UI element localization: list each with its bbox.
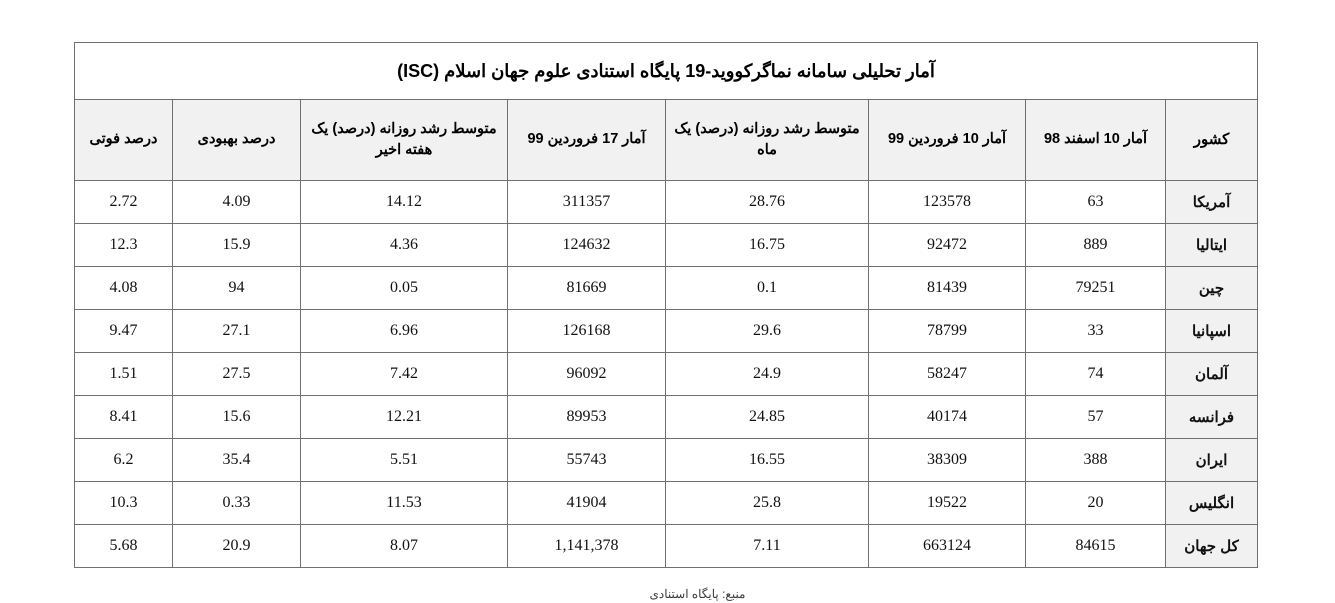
cell-stat-esfand10: 74 bbox=[1026, 353, 1166, 396]
cell-recovery-pct: 15.9 bbox=[173, 224, 301, 267]
cell-growth-week: 5.51 bbox=[301, 439, 508, 482]
table-row bbox=[74, 181, 1257, 224]
page-title: آمار تحلیلی سامانه نماگرکووید-19 پایگاه استنادی علوم جهان اسلام (ISC) bbox=[74, 43, 1257, 100]
column-header-country: کشور bbox=[1166, 100, 1258, 181]
covid-statistics-table bbox=[74, 42, 1258, 568]
column-header-stat-farvardin10: آمار 10 فروردین 99 bbox=[869, 100, 1026, 181]
cell-recovery-pct: 35.4 bbox=[173, 439, 301, 482]
footer-note bbox=[0, 587, 1335, 601]
stats-table-container bbox=[75, 42, 1258, 568]
cell-death-pct: 1.51 bbox=[74, 353, 172, 396]
cell-stat-esfand10: 84615 bbox=[1026, 525, 1166, 568]
cell-stat-esfand10: 79251 bbox=[1026, 267, 1166, 310]
cell-growth-month: 24.85 bbox=[666, 396, 869, 439]
cell-stat-farvardin17: 126168 bbox=[508, 310, 666, 353]
cell-stat-esfand10: 889 bbox=[1026, 224, 1166, 267]
cell-stat-farvardin10: 58247 bbox=[869, 353, 1026, 396]
cell-growth-month: 24.9 bbox=[666, 353, 869, 396]
footer-note-text: منبع: پایگاه استنادی bbox=[649, 587, 746, 601]
cell-death-pct: 10.3 bbox=[74, 482, 172, 525]
cell-stat-esfand10: 388 bbox=[1026, 439, 1166, 482]
table-row bbox=[74, 353, 1257, 396]
cell-country: اسپانیا bbox=[1166, 310, 1258, 353]
cell-growth-week: 8.07 bbox=[301, 525, 508, 568]
column-header-recovery-pct: درصد بهبودی bbox=[173, 100, 301, 181]
cell-stat-farvardin10: 19522 bbox=[869, 482, 1026, 525]
cell-stat-farvardin10: 78799 bbox=[869, 310, 1026, 353]
cell-recovery-pct: 94 bbox=[173, 267, 301, 310]
column-header-death-pct: درصد فوتی bbox=[74, 100, 172, 181]
cell-growth-month: 16.75 bbox=[666, 224, 869, 267]
table-row bbox=[74, 439, 1257, 482]
cell-growth-month: 16.55 bbox=[666, 439, 869, 482]
cell-stat-esfand10: 33 bbox=[1026, 310, 1166, 353]
cell-death-pct: 2.72 bbox=[74, 181, 172, 224]
table-row bbox=[74, 224, 1257, 267]
cell-growth-week: 4.36 bbox=[301, 224, 508, 267]
cell-stat-farvardin17: 311357 bbox=[508, 181, 666, 224]
cell-country: آمریکا bbox=[1166, 181, 1258, 224]
cell-stat-farvardin17: 81669 bbox=[508, 267, 666, 310]
cell-country: آلمان bbox=[1166, 353, 1258, 396]
cell-stat-farvardin17: 41904 bbox=[508, 482, 666, 525]
cell-growth-week: 7.42 bbox=[301, 353, 508, 396]
table-title-row bbox=[74, 43, 1257, 100]
table-row bbox=[74, 267, 1257, 310]
table-body bbox=[74, 181, 1257, 568]
cell-recovery-pct: 20.9 bbox=[173, 525, 301, 568]
cell-growth-month: 28.76 bbox=[666, 181, 869, 224]
cell-stat-esfand10: 20 bbox=[1026, 482, 1166, 525]
cell-stat-farvardin10: 123578 bbox=[869, 181, 1026, 224]
cell-growth-month: 0.1 bbox=[666, 267, 869, 310]
cell-growth-week: 14.12 bbox=[301, 181, 508, 224]
cell-growth-month: 25.8 bbox=[666, 482, 869, 525]
cell-stat-esfand10: 63 bbox=[1026, 181, 1166, 224]
cell-country: ایتالیا bbox=[1166, 224, 1258, 267]
cell-growth-week: 11.53 bbox=[301, 482, 508, 525]
cell-country: انگلیس bbox=[1166, 482, 1258, 525]
table-row-total bbox=[74, 525, 1257, 568]
cell-recovery-pct: 27.1 bbox=[173, 310, 301, 353]
cell-stat-farvardin10: 81439 bbox=[869, 267, 1026, 310]
cell-stat-farvardin10: 38309 bbox=[869, 439, 1026, 482]
cell-recovery-pct: 15.6 bbox=[173, 396, 301, 439]
cell-death-pct: 4.08 bbox=[74, 267, 172, 310]
column-header-growth-week: متوسط رشد روزانه (درصد) یک هفته اخیر bbox=[301, 100, 508, 181]
table-row bbox=[74, 310, 1257, 353]
cell-growth-week: 6.96 bbox=[301, 310, 508, 353]
cell-death-pct: 8.41 bbox=[74, 396, 172, 439]
cell-stat-esfand10: 57 bbox=[1026, 396, 1166, 439]
cell-stat-farvardin17: 1,141,378 bbox=[508, 525, 666, 568]
cell-stat-farvardin10: 92472 bbox=[869, 224, 1026, 267]
cell-stat-farvardin17: 96092 bbox=[508, 353, 666, 396]
column-header-growth-month: متوسط رشد روزانه (درصد) یک ماه bbox=[666, 100, 869, 181]
cell-recovery-pct: 27.5 bbox=[173, 353, 301, 396]
table-row bbox=[74, 482, 1257, 525]
cell-country: فرانسه bbox=[1166, 396, 1258, 439]
cell-country: چین bbox=[1166, 267, 1258, 310]
cell-growth-month: 7.11 bbox=[666, 525, 869, 568]
column-header-stat-farvardin17: آمار 17 فروردین 99 bbox=[508, 100, 666, 181]
cell-stat-farvardin10: 663124 bbox=[869, 525, 1026, 568]
table-header-row bbox=[74, 100, 1257, 181]
cell-death-pct: 6.2 bbox=[74, 439, 172, 482]
cell-growth-week: 0.05 bbox=[301, 267, 508, 310]
cell-growth-month: 29.6 bbox=[666, 310, 869, 353]
cell-recovery-pct: 4.09 bbox=[173, 181, 301, 224]
column-header-stat-esfand10: آمار 10 اسفند 98 bbox=[1026, 100, 1166, 181]
cell-growth-week: 12.21 bbox=[301, 396, 508, 439]
cell-death-pct: 5.68 bbox=[74, 525, 172, 568]
cell-death-pct: 12.3 bbox=[74, 224, 172, 267]
cell-country: کل جهان bbox=[1166, 525, 1258, 568]
cell-stat-farvardin17: 89953 bbox=[508, 396, 666, 439]
cell-stat-farvardin17: 124632 bbox=[508, 224, 666, 267]
cell-country: ایران bbox=[1166, 439, 1258, 482]
cell-stat-farvardin10: 40174 bbox=[869, 396, 1026, 439]
table-row bbox=[74, 396, 1257, 439]
cell-recovery-pct: 0.33 bbox=[173, 482, 301, 525]
cell-stat-farvardin17: 55743 bbox=[508, 439, 666, 482]
cell-death-pct: 9.47 bbox=[74, 310, 172, 353]
